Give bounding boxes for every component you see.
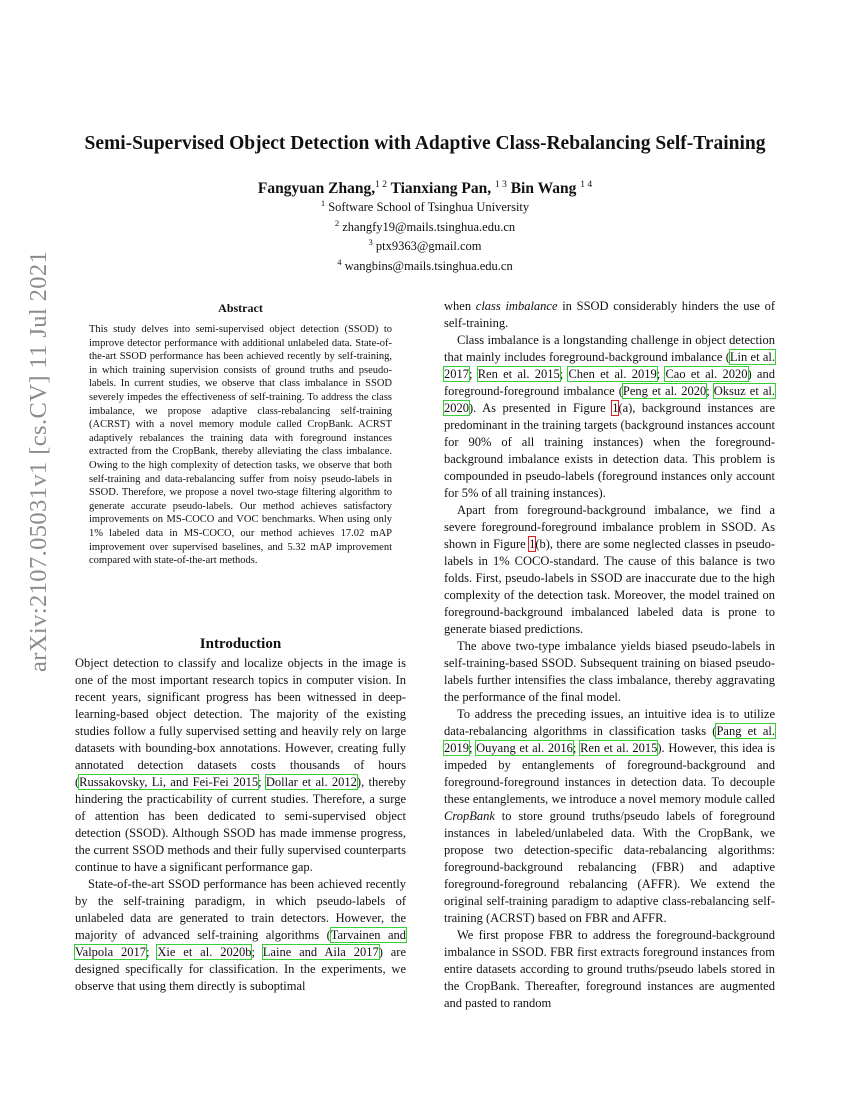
- arxiv-stamp-text: arXiv:2107.05031v1 [cs.CV] 11 Jul 2021: [25, 250, 52, 672]
- text-run: ). As presented in Figure: [469, 401, 613, 415]
- citation-link[interactable]: Lin et al. 2017: [444, 350, 775, 381]
- text-run: (b), there are some neglected classes in pseudo-labels in 1% COCO-standard. The cause of this balance is two folds. First, pseudo-labels in SSOD are inaccurate due to the high complexity of the detection task. Moreover, the model trained on foreground-background imbalanced labeled data is prone to generate biased predictions.: [444, 537, 775, 636]
- text-run: ;: [258, 775, 266, 789]
- text-run: Class imbalance is a longstanding challenge in object detection that mainly includes foreground-background imbalance (: [444, 333, 775, 364]
- author-name: Fangyuan Zhang,: [257, 180, 376, 198]
- text-run: ;: [572, 741, 581, 755]
- text-run: Object detection to classify and localize objects in the image is one of the most important research topics in computer vision. In recent years, significant progress has been witnessed in deep-learning-based object detection. The majority of the existing studies follow a fully supervised setting and heavily rely on large datasets with bounding-box annotations. However, creating fully annotated detection datasets costs thousands of hours (: [75, 656, 406, 789]
- citation-link[interactable]: Russakovsky, Li, and Fei-Fei 2015: [79, 775, 259, 789]
- affiliation: [60, 216, 790, 236]
- right-column: [444, 298, 775, 1012]
- citation-link[interactable]: Oksuz et al. 2020: [444, 384, 776, 415]
- text-run: ) and foreground-foreground imbalance (: [444, 367, 775, 398]
- emphasis: class imbalance: [475, 299, 558, 313]
- citation-link[interactable]: Dollar et al. 2012: [265, 775, 357, 789]
- citation-link[interactable]: Ren et al. 2015: [477, 367, 560, 381]
- citation-link[interactable]: Xie et al. 2020b: [157, 945, 252, 959]
- text-run: ;: [656, 367, 666, 381]
- citation-link[interactable]: Ouyang et al. 2016: [476, 741, 573, 755]
- author-affil-mark: 1 4: [580, 180, 593, 190]
- text-run: ), thereby hindering the practicability of current studies. Therefore, a surge of attention has been dedicated to semi-supervised object detection (SSOD). Although SSOD has made immense progress, the current SSOD methods and their fully supervised counterparts continue to have a significant performance gap.: [75, 775, 406, 874]
- text-run: ;: [469, 741, 477, 755]
- text-run: ;: [559, 367, 569, 381]
- introduction-heading: Introduction: [199, 636, 282, 652]
- text-run: (a), background instances are predominant in the training targets (background instances account for 90% of all training instances) when the foreground-background imbalance exists in detection data. This problem is compounded in pseudo-labels (foreground instances only account for 5% of all training instances).: [444, 401, 775, 500]
- paragraph: The above two-type imbalance yields biased pseudo-labels in self-training-based SSOD. Subsequent training on biased pseudo-labels further intensifies the class imbalance, thereby aggravating the performance of the final model.: [444, 639, 775, 704]
- text-run: ). However, this idea is impeded by entanglements of foreground-background and foreground-foreground instances in detection data. To decouple these entanglements, we introduce a novel memory module called: [444, 741, 775, 806]
- text-run: when: [444, 299, 476, 313]
- affiliation-mark: 2: [334, 217, 340, 228]
- affiliation-email: zhangfy19@mails.tsinghua.edu.cn: [342, 219, 516, 234]
- paragraph: [444, 332, 775, 502]
- author-affil-mark: 1 2: [375, 180, 387, 190]
- arxiv-stamp: [14, 250, 64, 672]
- citation-link[interactable]: Laine and Aila 2017: [262, 945, 379, 959]
- abstract-heading: Abstract: [218, 301, 263, 315]
- citation-link[interactable]: Cao et al. 2020: [665, 367, 748, 381]
- affiliation-email: ptx9363@gmail.com: [375, 239, 482, 254]
- citation-link[interactable]: Pang et al. 2019: [444, 724, 775, 755]
- text-run: in SSOD considerably hinders the use of self-training.: [444, 299, 775, 330]
- emphasis: CropBank: [444, 809, 495, 823]
- paragraph: [444, 706, 775, 927]
- affiliation: [60, 196, 790, 216]
- text-run: to store ground truths/pseudo labels of foreground instances in labeled/unlabeled data. With the CropBank, we propose two detection-specific data-rebalancing algorithms: foreground-background rebalancing (FBR) and adaptive foreground-foreground rebalancing (AFFR). We extend the original self-training paradigm to adaptive class-rebalancing self-training (ACRST) based on FBR and AFFR.: [444, 809, 775, 925]
- author-name: Bin Wang: [510, 180, 577, 198]
- citation-link[interactable]: Chen et al. 2019: [568, 367, 657, 381]
- affiliation-text: Software School of Tsinghua University: [328, 200, 530, 215]
- abstract-text: This study delves into semi-supervised object detection (SSOD) to improve detector performance with additional unlabeled data. State-of-the-art SSOD performance has been achieved recently by self-training, in which training supervision consists of ground truths and pseudo-labels. In current studies, we observe that class imbalance in SSOD severely impedes the effectiveness of self-training. To address the class imbalance, we propose adaptive class-rebalancing self-training (ACRST) with a novel memory module called CropBank. ACRST adaptively rebalances the training data with foreground instances extracted from the CropBank, thereby alleviating the class imbalance. Owing to the high complexity of detection tasks, we observe that both self-training and data-rebalancing suffer from noisy pseudo-labels in SSOD. Therefore, we propose a novel two-stage filtering algorithm to generate accurate pseudo-labels. Our method achieves satisfactory improvements on MS-COCO and VOC benchmarks. When using only 1% labeled data in MS-COCO, our method achieves 17.02 mAP improvement over supervised baselines, and 5.32 mAP improvement compared with state-of-the-art methods.: [89, 324, 392, 567]
- citation-link[interactable]: Tarvainen and Valpola 2017: [75, 928, 406, 959]
- text-run: ;: [469, 367, 478, 381]
- citation-link[interactable]: Ren et al. 2015: [580, 741, 658, 755]
- paragraph: [75, 876, 406, 995]
- affiliation-list: [60, 196, 790, 275]
- affiliation: [60, 255, 790, 275]
- paragraph: [444, 502, 775, 638]
- text-run: To address the preceding issues, an intuitive idea is to utilize data-rebalancing algorithms in classification tasks (: [444, 707, 775, 738]
- text-run: Apart from foreground-background imbalance, we find a severe foreground-foreground imbalance problem in SSOD. As shown in Figure: [444, 503, 775, 551]
- affiliation-mark: 1: [320, 198, 326, 208]
- text-run: ;: [251, 945, 263, 959]
- left-column: [75, 655, 406, 995]
- text-run: ;: [146, 945, 158, 959]
- figure-ref-link[interactable]: 1: [529, 537, 536, 551]
- affiliation-mark: 4: [337, 256, 342, 267]
- text-run: State-of-the-art SSOD performance has been achieved recently by the self-training paradigm, in which pseudo-labels of unlabeled data are generated to train detectors. However, the majority of advanced self-training algorithms (: [75, 877, 406, 942]
- paper-title: Semi-Supervised Object Detection with Adaptive Class-Rebalancing Self-Training: [84, 133, 766, 154]
- citation-link[interactable]: Peng et al. 2020: [622, 384, 707, 398]
- paragraph: [75, 655, 406, 876]
- author-affil-mark: 1 3: [494, 180, 507, 190]
- paragraph: We first propose FBR to address the foreground-background imbalance in SSOD. FBR first extracts foreground instances from entire datasets according to ground truths/pseudo labels stored in the CropBank. Thereafter, foreground instances are augmented and pasted to random: [444, 928, 775, 1010]
- author-name: Tianxiang Pan,: [390, 180, 492, 198]
- figure-ref-link[interactable]: 1: [612, 401, 619, 415]
- affiliation-mark: 3: [368, 237, 373, 248]
- affiliation: [60, 235, 790, 255]
- text-run: ;: [706, 384, 714, 398]
- affiliation-email: wangbins@mails.tsinghua.edu.cn: [344, 259, 513, 274]
- paragraph: [444, 298, 775, 332]
- text-run: ) are designed specifically for classification. In the experiments, we observe that using them directly is suboptimal: [75, 945, 407, 993]
